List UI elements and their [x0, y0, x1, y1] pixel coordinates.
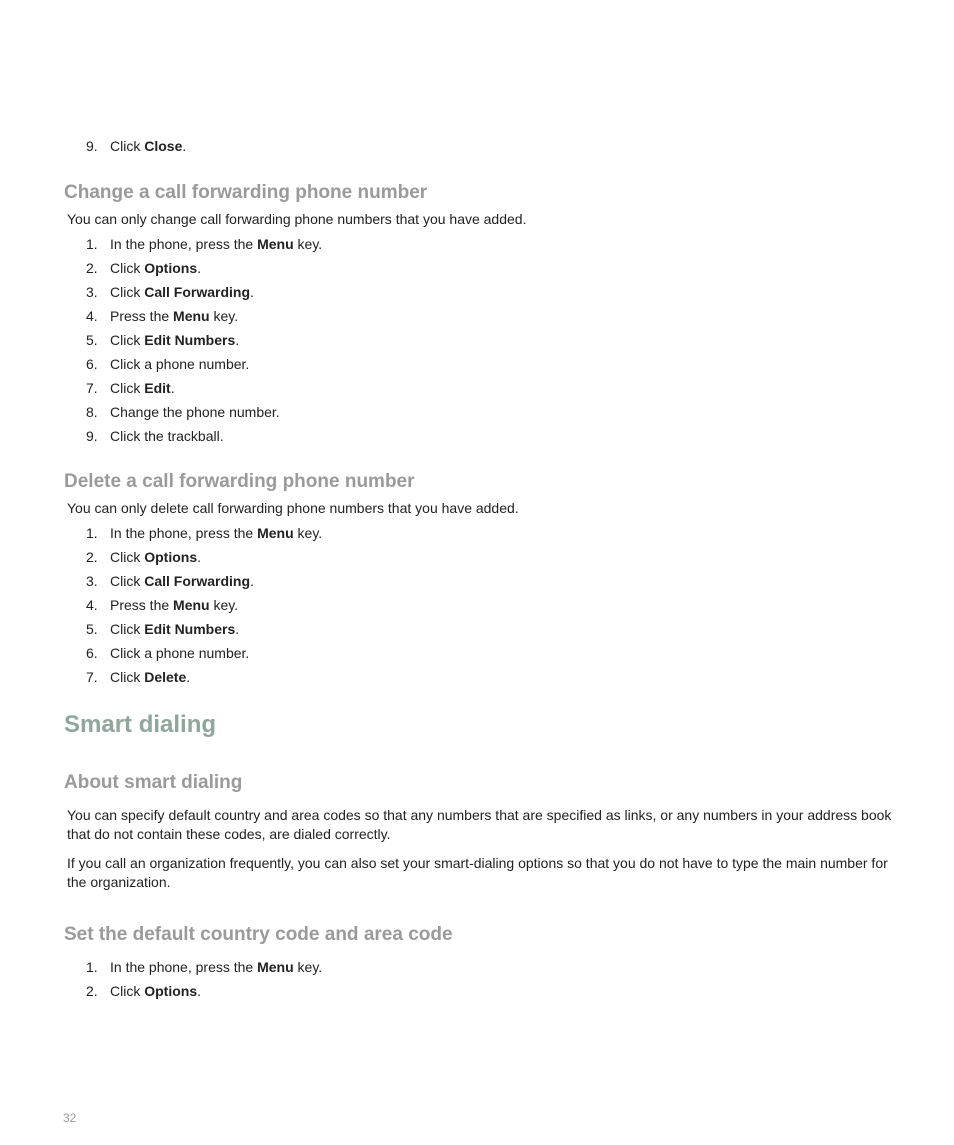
step-text-run: Click a phone number.	[110, 356, 250, 372]
step-text	[110, 328, 239, 352]
step-text-run: Click	[110, 380, 145, 396]
step-text-run: In the phone, press the	[110, 236, 258, 252]
step-text	[110, 400, 280, 424]
step-text-run: Change the phone number.	[110, 404, 280, 420]
step-text	[110, 665, 190, 689]
step-number: 6.	[86, 645, 98, 661]
step-text	[110, 424, 224, 448]
step-text	[110, 617, 239, 641]
step-item	[86, 304, 322, 328]
step-text-run: Click	[110, 621, 145, 637]
step-number: 8.	[86, 404, 98, 420]
step-text-run: In the phone, press the	[110, 959, 258, 975]
step-number: 5.	[86, 332, 98, 348]
step-text-run: Click	[110, 669, 145, 685]
step-text-run: .	[186, 669, 191, 685]
step-item	[86, 400, 322, 424]
step-text-run: key.	[209, 597, 239, 613]
step-text-run: Click a phone number.	[110, 645, 250, 661]
step-ui-term: Options	[144, 983, 198, 999]
step-text-run: Press the	[110, 597, 174, 613]
step-text	[110, 955, 322, 979]
step-text	[110, 280, 254, 304]
change-section-intro: You can only change call forwarding phone numbers that you have added.	[67, 211, 527, 227]
step-ui-term: Menu	[173, 597, 210, 613]
change-section-steps	[86, 232, 322, 448]
step-text-run: key.	[293, 525, 323, 541]
step-item	[86, 545, 322, 569]
step-text-run: Click	[110, 138, 145, 154]
step-text-run: Press the	[110, 308, 174, 324]
step-ui-term: Options	[144, 549, 198, 565]
step-number: 2.	[86, 260, 98, 276]
default-code-section-steps	[86, 955, 322, 1003]
step-ui-term: Edit	[144, 380, 171, 396]
step-text-run: .	[197, 260, 202, 276]
step-text	[110, 352, 249, 376]
step-number: 6.	[86, 356, 98, 372]
step-text-run: .	[235, 621, 240, 637]
step-text-run: .	[182, 138, 187, 154]
change-section-heading: Change a call forwarding phone number	[64, 182, 428, 203]
step-text-run: key.	[293, 959, 323, 975]
step-text-run: Click	[110, 332, 145, 348]
step-text-run: .	[250, 573, 254, 589]
step-item	[86, 665, 322, 689]
step-number: 1.	[86, 959, 98, 975]
default-code-section-heading: Set the default country code and area code	[64, 924, 453, 945]
step-number: 4.	[86, 597, 98, 613]
step-text-run: Click	[110, 549, 145, 565]
step-item	[86, 641, 322, 665]
step-number: 4.	[86, 308, 98, 324]
step-text	[110, 641, 249, 665]
delete-section-steps	[86, 521, 322, 689]
step-ui-term: Call Forwarding	[144, 573, 251, 589]
step-text	[110, 545, 201, 569]
step-ui-term: Menu	[257, 525, 294, 541]
step-item	[86, 328, 322, 352]
step-ui-term: Edit Numbers	[144, 332, 236, 348]
step-text-run: key.	[293, 236, 323, 252]
step-item	[86, 376, 322, 400]
step-text	[110, 569, 254, 593]
step-text	[110, 593, 238, 617]
step-number: 2.	[86, 983, 98, 999]
step-ui-term: Menu	[257, 959, 294, 975]
step-number: 9.	[86, 428, 98, 444]
step-number: 7.	[86, 669, 98, 685]
step-number: 1.	[86, 236, 98, 252]
page-number: 32	[63, 1111, 77, 1125]
step-number: 7.	[86, 380, 98, 396]
step-text-run: .	[197, 549, 202, 565]
step-text	[110, 521, 322, 545]
step-item	[86, 569, 322, 593]
smart-dialing-title: Smart dialing	[64, 711, 217, 738]
step-ui-term: Delete	[144, 669, 187, 685]
top-steps-list	[86, 134, 186, 158]
step-item	[86, 521, 322, 545]
step-text-run: .	[235, 332, 240, 348]
step-text	[110, 256, 201, 280]
step-item	[86, 424, 322, 448]
step-text	[110, 376, 175, 400]
step-text-run: In the phone, press the	[110, 525, 258, 541]
delete-section-heading: Delete a call forwarding phone number	[64, 471, 415, 492]
step-item	[86, 256, 322, 280]
step-text-run: Click the trackball.	[110, 428, 224, 444]
step-text	[110, 134, 186, 158]
step-text	[110, 304, 238, 328]
step-item	[86, 352, 322, 376]
step-number: 1.	[86, 525, 98, 541]
step-number: 5.	[86, 621, 98, 637]
step-item	[86, 617, 322, 641]
step-text	[110, 232, 322, 256]
step-text	[110, 979, 201, 1003]
step-number: 2.	[86, 549, 98, 565]
step-ui-term: Call Forwarding	[144, 284, 251, 300]
step-ui-term: Menu	[173, 308, 210, 324]
step-item	[86, 979, 322, 1003]
step-text-run: Click	[110, 983, 145, 999]
about-smart-dialing-heading: About smart dialing	[64, 772, 243, 793]
step-text-run: key.	[209, 308, 239, 324]
step-item	[86, 955, 322, 979]
step-ui-term: Close	[144, 138, 183, 154]
step-text-run: Click	[110, 284, 145, 300]
step-ui-term: Menu	[257, 236, 294, 252]
step-text-run: Click	[110, 573, 145, 589]
step-item	[86, 280, 322, 304]
step-item	[86, 593, 322, 617]
step-ui-term: Edit Numbers	[144, 621, 236, 637]
step-item	[86, 134, 186, 158]
step-number: 3.	[86, 284, 98, 300]
about-smart-dialing-paragraph-1: You can specify default country and area codes so that any numbers that are specified as links, or any numbers in your address book that do not contain these codes, are dialed correctly.	[67, 807, 892, 842]
step-item	[86, 232, 322, 256]
about-smart-dialing-paragraph-2: If you call an organization frequently, you can also set your smart-dialing options so that you do not have to type the main number for the organization.	[67, 855, 888, 890]
step-number: 3.	[86, 573, 98, 589]
step-text-run: .	[250, 284, 254, 300]
step-text-run: .	[197, 983, 202, 999]
step-text-run: Click	[110, 260, 145, 276]
step-text-run: .	[170, 380, 175, 396]
delete-section-intro: You can only delete call forwarding phone numbers that you have added.	[67, 500, 519, 516]
step-ui-term: Options	[144, 260, 198, 276]
step-number: 9.	[86, 138, 98, 154]
